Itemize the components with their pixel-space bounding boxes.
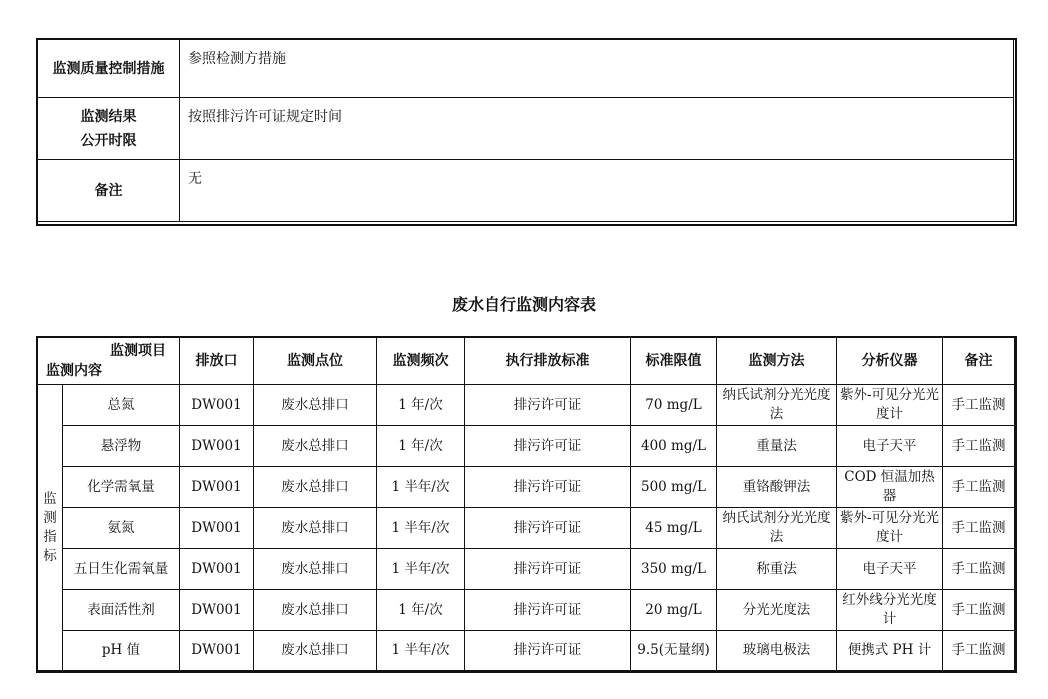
cell-item: 化学需氧量: [63, 467, 180, 508]
cell-item: 总氮: [63, 385, 180, 426]
cell-standard: 排污许可证: [465, 631, 631, 671]
cell-standard: 排污许可证: [465, 549, 631, 590]
cell-item: pH 值: [63, 631, 180, 671]
header-standard: 执行排放标准: [465, 338, 631, 385]
cell-instrument: 电子天平: [837, 426, 943, 467]
group-label-char: 指: [43, 528, 57, 545]
info-label: [38, 98, 180, 160]
cell-method: 分光光度法: [717, 590, 837, 631]
cell-limit: 350 mg/L: [631, 549, 717, 590]
cell-outlet: DW001: [180, 508, 254, 549]
info-row-disclosure: [38, 98, 1014, 160]
cell-note: 手工监测: [943, 467, 1015, 508]
cell-limit: 20 mg/L: [631, 590, 717, 631]
cell-note: 手工监测: [943, 385, 1015, 426]
cell-note: 手工监测: [943, 426, 1015, 467]
header-limit: 标准限值: [631, 338, 717, 385]
cell-standard: 排污许可证: [465, 426, 631, 467]
cell-outlet: DW001: [180, 631, 254, 671]
corner-bottom-label: 监测内容: [46, 363, 102, 379]
cell-limit: 9.5(无量纲): [631, 631, 717, 671]
group-label-char: 标: [43, 547, 57, 564]
cell-item: 悬浮物: [63, 426, 180, 467]
info-row-quality-control: [38, 40, 1014, 98]
cell-frequency: 1 半年/次: [377, 508, 465, 549]
cell-frequency: 1 年/次: [377, 385, 465, 426]
cell-standard: 排污许可证: [465, 508, 631, 549]
cell-note: 手工监测: [943, 631, 1015, 671]
header-row: [38, 338, 1015, 385]
cell-outlet: DW001: [180, 549, 254, 590]
cell-method: 重铬酸钾法: [717, 467, 837, 508]
cell-limit: 500 mg/L: [631, 467, 717, 508]
table-row: [38, 467, 1015, 508]
cell-method: 纳氏试剂分光光度法: [717, 385, 837, 426]
cell-frequency: 1 年/次: [377, 426, 465, 467]
cell-item: 五日生化需氧量: [63, 549, 180, 590]
cell-point: 废水总排口: [254, 549, 377, 590]
cell-limit: 45 mg/L: [631, 508, 717, 549]
table-row: [38, 549, 1015, 590]
cell-instrument: 红外线分光光度计: [837, 590, 943, 631]
cell-frequency: 1 半年/次: [377, 549, 465, 590]
table-row: [38, 631, 1015, 671]
cell-instrument: 紫外-可见分光光度计: [837, 385, 943, 426]
table-row: [38, 590, 1015, 631]
info-value: 按照排污许可证规定时间: [180, 98, 1014, 160]
table-row: [38, 508, 1015, 549]
cell-instrument: COD 恒温加热器: [837, 467, 943, 508]
cell-point: 废水总排口: [254, 590, 377, 631]
info-label: 监测质量控制措施: [38, 40, 180, 98]
cell-frequency: 1 年/次: [377, 590, 465, 631]
cell-note: 手工监测: [943, 549, 1015, 590]
header-method: 监测方法: [717, 338, 837, 385]
info-table: [37, 39, 1014, 222]
cell-point: 废水总排口: [254, 426, 377, 467]
info-label-line: 监测结果: [80, 108, 137, 125]
info-label-line: 公开时限: [80, 132, 137, 149]
cell-limit: 400 mg/L: [631, 426, 717, 467]
cell-instrument: 电子天平: [837, 549, 943, 590]
group-label: [38, 385, 63, 671]
cell-point: 废水总排口: [254, 508, 377, 549]
info-value: 参照检测方措施: [180, 40, 1014, 98]
cell-standard: 排污许可证: [465, 385, 631, 426]
section-title: 废水自行监测内容表: [451, 295, 596, 314]
cell-limit: 70 mg/L: [631, 385, 717, 426]
cell-item: 表面活性剂: [63, 590, 180, 631]
corner-top-label: 监测项目: [110, 343, 166, 359]
corner-header: [38, 338, 180, 385]
cell-point: 废水总排口: [254, 385, 377, 426]
info-row-remarks: [38, 160, 1014, 222]
cell-frequency: 1 半年/次: [377, 467, 465, 508]
cell-frequency: 1 半年/次: [377, 631, 465, 671]
cell-method: 纳氏试剂分光光度法: [717, 508, 837, 549]
cell-outlet: DW001: [180, 426, 254, 467]
cell-method: 玻璃电极法: [717, 631, 837, 671]
cell-point: 废水总排口: [254, 631, 377, 671]
header-frequency: 监测频次: [377, 338, 465, 385]
header-point: 监测点位: [254, 338, 377, 385]
cell-standard: 排污许可证: [465, 590, 631, 631]
cell-outlet: DW001: [180, 385, 254, 426]
cell-note: 手工监测: [943, 508, 1015, 549]
header-note: 备注: [943, 338, 1015, 385]
table-row: [38, 426, 1015, 467]
cell-method: 重量法: [717, 426, 837, 467]
header-outlet: 排放口: [180, 338, 254, 385]
info-label: 备注: [38, 160, 180, 222]
info-value: 无: [180, 160, 1014, 222]
header-instrument: 分析仪器: [837, 338, 943, 385]
cell-instrument: 便携式 PH 计: [837, 631, 943, 671]
cell-point: 废水总排口: [254, 467, 377, 508]
cell-note: 手工监测: [943, 590, 1015, 631]
group-label-char: 测: [43, 509, 57, 526]
cell-standard: 排污许可证: [465, 467, 631, 508]
cell-outlet: DW001: [180, 467, 254, 508]
group-label-char: 监: [43, 490, 57, 507]
cell-instrument: 紫外-可见分光光度计: [837, 508, 943, 549]
table-row: [38, 385, 1015, 426]
cell-outlet: DW001: [180, 590, 254, 631]
cell-method: 称重法: [717, 549, 837, 590]
monitoring-table: [37, 337, 1015, 671]
cell-item: 氨氮: [63, 508, 180, 549]
